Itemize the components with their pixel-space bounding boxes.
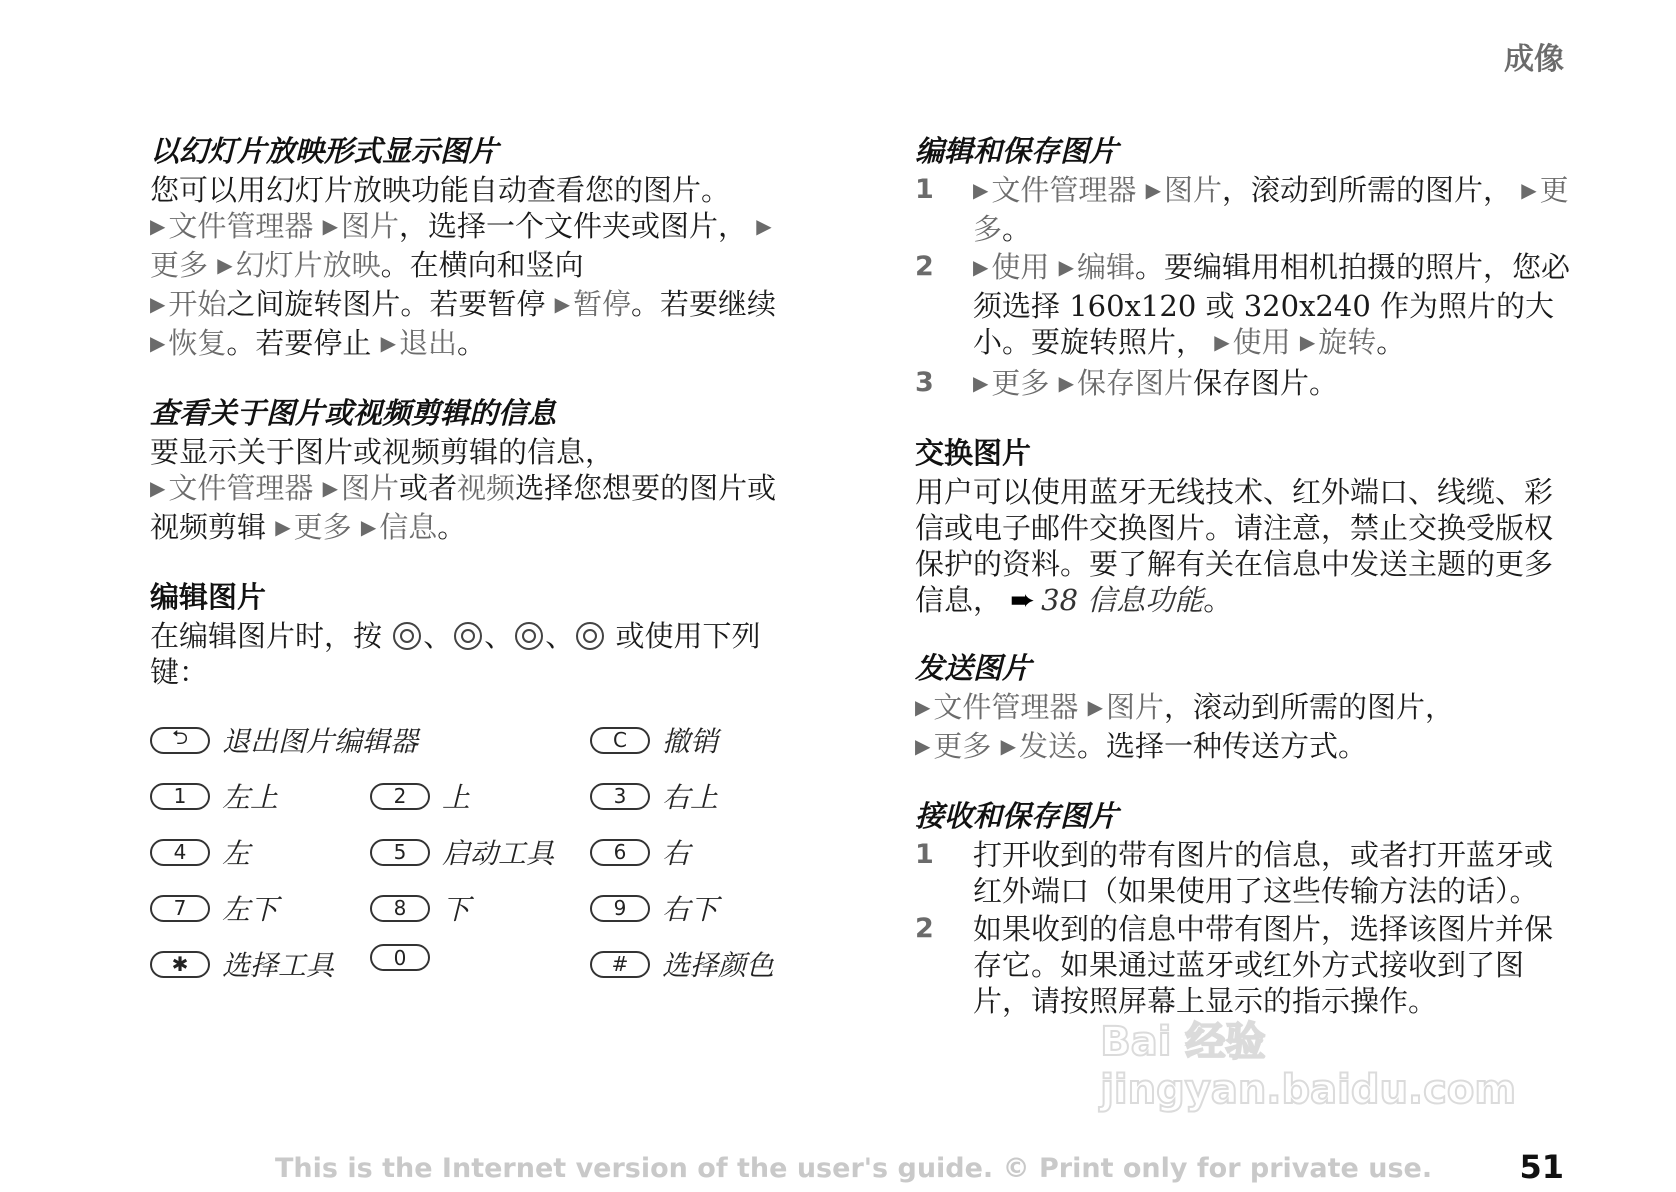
- key-6: [590, 832, 690, 872]
- section-body: 要显示关于图片或视频剪辑的信息， ▶ 文件管理器 ▶ 图片或者视频选择您想要的图片或视频剪辑 ▶ 更多 ▶ 信息。: [150, 435, 777, 544]
- star-key-icon: ✱: [150, 951, 210, 978]
- menu-item: 更多: [973, 173, 1569, 246]
- nav-left-icon: [393, 622, 421, 650]
- right-column: [915, 132, 1575, 1049]
- menu-item: 文件管理器: [168, 471, 314, 505]
- section-body: 您可以用幻灯片放映功能自动查看您的图片。 ▶ 文件管理器 ▶ 图片，选择一个文件夹或图片， ▶更多 ▶ 幻灯片放映。在横向和竖向 ▶ 开始之间旋转图片。若要暂停 ▶ 暂停。若要继续 ▶ 恢复。若要停止 ▶ 退出。: [150, 173, 777, 360]
- section-edit-save: [915, 132, 1575, 404]
- step-number: 1: [915, 174, 934, 205]
- page-section-title: 成像: [1504, 42, 1564, 77]
- key-7: [150, 888, 278, 928]
- page-number: 51: [1519, 1148, 1564, 1186]
- list-item: 1 打开收到的带有图片的信息，或者打开蓝牙或红外端口（如果使用了这些传输方法的话）。: [915, 838, 1554, 908]
- list-item: 3 ▶ 更多 ▶ 保存图片保存图片。: [915, 366, 1339, 400]
- menu-item: 图片: [1106, 690, 1165, 724]
- menu-item: 幻灯片放映: [235, 248, 381, 282]
- menu-item: 更多: [933, 729, 992, 763]
- key-2: [370, 776, 470, 816]
- arrow-icon: ▶: [380, 331, 397, 355]
- menu-item: 文件管理器: [933, 690, 1079, 724]
- step-list: [915, 172, 1575, 404]
- key-label: 选择工具: [222, 949, 335, 982]
- key-back: [150, 720, 418, 760]
- arrow-icon: ▶: [1214, 330, 1230, 354]
- step-number: 3: [915, 367, 934, 398]
- key-label: 下: [442, 893, 471, 926]
- key-label: 右上: [662, 781, 719, 814]
- menu-item: 图片: [341, 209, 400, 243]
- key-label: 退出图片编辑器: [222, 725, 419, 758]
- arrow-icon: ▶: [973, 371, 989, 395]
- nav-up-icon: [515, 622, 543, 650]
- section-title: 以幻灯片放映形式显示图片: [150, 134, 499, 168]
- section-title: 查看关于图片或视频剪辑的信息: [150, 396, 557, 430]
- key-0: [370, 944, 442, 971]
- key-7-icon: 7: [150, 895, 210, 922]
- arrow-icon: ▶: [1087, 695, 1104, 719]
- menu-item: 图片: [341, 471, 400, 505]
- key-3-icon: 3: [590, 783, 650, 810]
- section-body: 用户可以使用蓝牙无线技术、红外端口、线缆、彩信或电子邮件交换图片。请注意，禁止交换受版权保护的资料。要了解有关在信息中发送主题的更多信息， ➨ 38 信息功能。: [915, 475, 1554, 618]
- menu-item: 更多: [150, 248, 209, 282]
- menu-item: 使用: [991, 250, 1050, 284]
- key-label: 左上: [222, 781, 279, 814]
- key-label: 左下: [222, 893, 279, 926]
- section-body: 在编辑图片时，按 、 、 、 或使用下列键：: [150, 619, 761, 689]
- section-title: 交换图片: [915, 436, 1032, 470]
- key-legend: [150, 720, 800, 1000]
- menu-item: 文件管理器: [168, 209, 314, 243]
- arrow-icon: ▶: [756, 214, 772, 238]
- menu-item: 发送: [1019, 729, 1078, 763]
- key-9: [590, 888, 718, 928]
- arrow-icon: ▶: [150, 214, 166, 238]
- key-label: 右下: [662, 893, 719, 926]
- menu-item: 视频: [457, 471, 516, 505]
- step-list: [915, 837, 1575, 1019]
- c-key-icon: C: [590, 727, 650, 754]
- arrow-icon: ▶: [150, 331, 166, 355]
- arrow-icon: ▶: [1521, 178, 1537, 202]
- section-send: [915, 649, 1575, 767]
- key-label: 右: [662, 837, 691, 870]
- key-4-icon: 4: [150, 839, 210, 866]
- page-reference-link[interactable]: 38 信息功能: [1041, 583, 1204, 617]
- nav-right-icon: [454, 622, 482, 650]
- section-title: 接收和保存图片: [915, 799, 1119, 833]
- arrow-icon: ▶: [1145, 178, 1162, 202]
- hash-key-icon: #: [590, 951, 650, 978]
- menu-item: 更多: [991, 366, 1050, 400]
- section-title: 编辑图片: [150, 580, 267, 614]
- arrow-icon: ▶: [275, 515, 291, 539]
- key-6-icon: 6: [590, 839, 650, 866]
- key-5: [370, 832, 554, 872]
- nav-down-icon: [576, 622, 604, 650]
- key-8: [370, 888, 470, 928]
- step-number: 2: [915, 251, 934, 282]
- key-label: 左: [222, 837, 251, 870]
- step-number: 2: [915, 913, 934, 944]
- section-exchange: [915, 434, 1575, 619]
- list-item: 2 如果收到的信息中带有图片，选择该图片并保存它。如果通过蓝牙或红外方式接收到了图片，请按照屏幕上显示的指示操作。: [915, 912, 1554, 1018]
- arrow-icon: ▶: [1000, 734, 1017, 758]
- arrow-icon: ▶: [554, 292, 571, 316]
- menu-item: 图片: [1164, 173, 1223, 207]
- key-label: 启动工具: [442, 837, 555, 870]
- arrow-icon: ▶: [1058, 255, 1075, 279]
- section-title: 编辑和保存图片: [915, 134, 1119, 168]
- arrow-icon: ▶: [915, 695, 931, 719]
- menu-item: 文件管理器: [991, 173, 1137, 207]
- arrow-icon: ▶: [915, 734, 931, 758]
- key-2-icon: 2: [370, 783, 430, 810]
- arrow-icon: ▶: [150, 292, 166, 316]
- left-column: [150, 132, 800, 1030]
- key-hash: [590, 944, 774, 984]
- watermark-logo: Bai 经验 jingyan.baidu.com: [1100, 1019, 1516, 1113]
- arrow-icon: ▶: [1058, 371, 1075, 395]
- menu-item: 保存图片: [1077, 366, 1194, 400]
- list-item: 2 ▶ 使用 ▶ 编辑。要编辑用相机拍摄的照片，您必须选择 160x120 或 320x240 作为照片的大小。要旋转照片， ▶ 使用 ▶ 旋转。: [915, 250, 1571, 359]
- key-1-icon: 1: [150, 783, 210, 810]
- step-number: 1: [915, 839, 934, 870]
- menu-item: 信息: [379, 510, 438, 544]
- menu-item: 恢复: [168, 326, 227, 360]
- arrow-icon: ▶: [973, 255, 989, 279]
- arrow-icon: ▶: [322, 476, 339, 500]
- section-info: [150, 394, 800, 548]
- key-4: [150, 832, 250, 872]
- key-label: 选择颜色: [662, 949, 775, 982]
- menu-item: 开始: [168, 287, 227, 321]
- arrow-icon: ▶: [150, 476, 166, 500]
- menu-item: 旋转: [1318, 325, 1377, 359]
- menu-item: 退出: [399, 326, 458, 360]
- key-1: [150, 776, 278, 816]
- key-8-icon: 8: [370, 895, 430, 922]
- arrow-icon: ▶: [322, 214, 339, 238]
- key-9-icon: 9: [590, 895, 650, 922]
- arrow-icon: ▶: [1299, 330, 1316, 354]
- key-c: [590, 720, 718, 760]
- key-label: 上: [442, 781, 471, 814]
- key-0-icon: 0: [370, 944, 430, 971]
- footer-notice: This is the Internet version of the user's guide. © Print only for private use.: [275, 1153, 1433, 1184]
- back-key-icon: ⮌: [150, 727, 210, 754]
- key-star: [150, 944, 334, 984]
- section-edit: [150, 578, 800, 1000]
- key-3: [590, 776, 718, 816]
- key-5-icon: 5: [370, 839, 430, 866]
- goto-arrow-icon: ➨: [1010, 583, 1036, 618]
- menu-item: 使用: [1232, 325, 1291, 359]
- list-item: 1 ▶ 文件管理器 ▶ 图片，滚动到所需的图片， ▶ 更多。: [915, 173, 1569, 246]
- arrow-icon: ▶: [217, 253, 233, 277]
- section-slideshow: [150, 132, 800, 364]
- section-body: ▶ 文件管理器 ▶ 图片，滚动到所需的图片， ▶ 更多 ▶ 发送。选择一种传送方式。: [915, 690, 1455, 763]
- section-receive: [915, 797, 1575, 1019]
- arrow-icon: ▶: [360, 515, 377, 539]
- key-label: 撤销: [662, 725, 719, 758]
- section-title: 发送图片: [915, 651, 1032, 685]
- arrow-icon: ▶: [973, 178, 989, 202]
- menu-item: 更多: [293, 510, 352, 544]
- menu-item: 编辑: [1077, 250, 1136, 284]
- menu-item: 暂停: [573, 287, 632, 321]
